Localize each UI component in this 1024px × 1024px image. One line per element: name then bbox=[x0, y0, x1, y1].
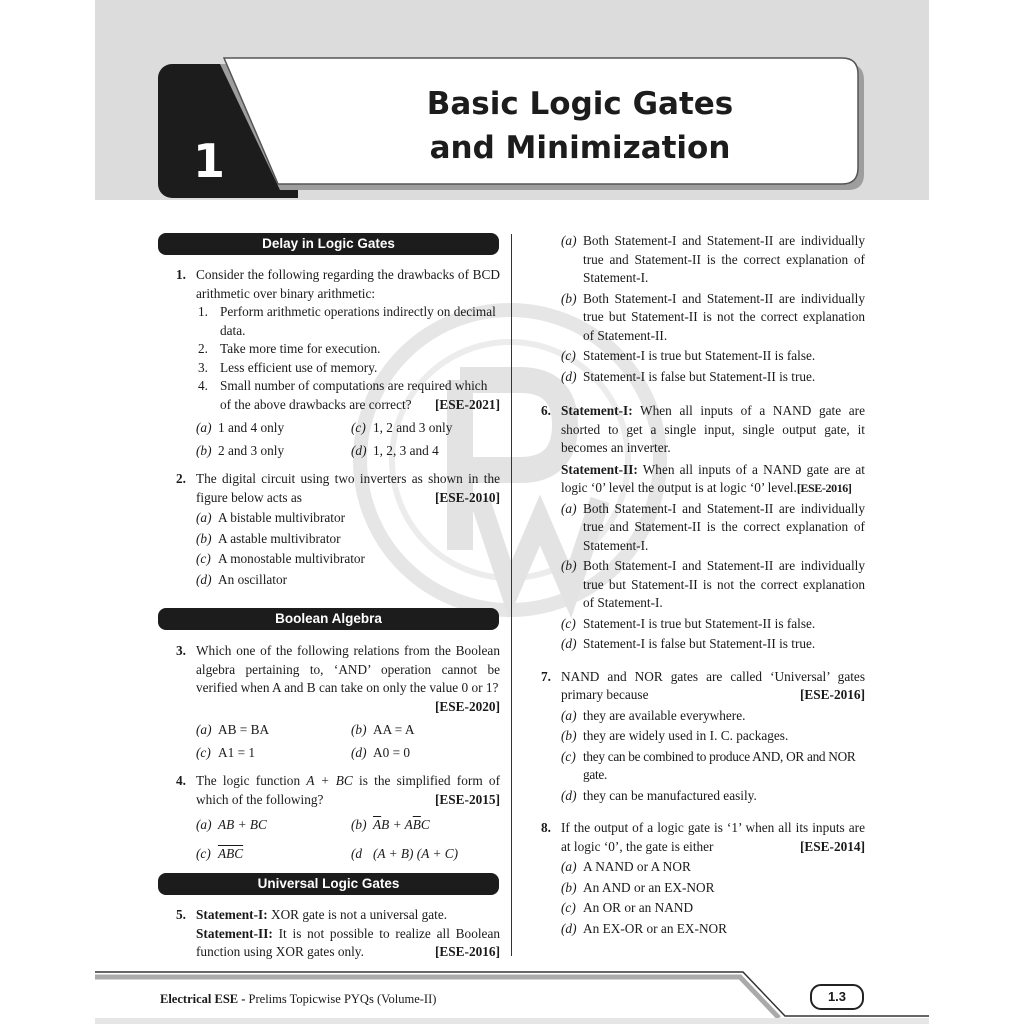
exam-tag: [ESE-2016] bbox=[434, 944, 500, 959]
question-text: Consider the following regarding the drawbacks of BCD arithmetic over binary arithmetic: bbox=[196, 267, 500, 301]
question-2 bbox=[176, 470, 500, 589]
chapter-title bbox=[380, 82, 780, 170]
option-text: AA = A bbox=[373, 722, 415, 737]
option-key: (c) bbox=[196, 744, 211, 760]
option-text: they are available everywhere. bbox=[583, 707, 746, 723]
option-key: (d) bbox=[561, 636, 577, 651]
footer-series: Electrical ESE - bbox=[160, 992, 249, 1006]
option-text: C bbox=[420, 817, 430, 832]
option-a bbox=[196, 419, 351, 438]
option-d bbox=[196, 571, 500, 590]
list-item bbox=[198, 359, 500, 378]
question-6 bbox=[541, 402, 865, 654]
option-key: (d) bbox=[561, 368, 577, 384]
footer-volume: Prelims Topicwise PYQs (Volume-II) bbox=[248, 992, 437, 1006]
statement-label: Statement-II: bbox=[196, 925, 273, 941]
exam-tag: [ESE-2020] bbox=[434, 698, 500, 714]
chapter-title-line1: Basic Logic Gates bbox=[426, 86, 734, 122]
option-a bbox=[561, 707, 865, 726]
left-column-block3 bbox=[176, 906, 500, 972]
question-text bbox=[561, 461, 865, 498]
option-text: B + A bbox=[381, 817, 413, 832]
option-key: (d) bbox=[561, 920, 577, 936]
list-item bbox=[198, 377, 500, 414]
option-text: A0 = 0 bbox=[373, 744, 411, 760]
exam-tag: [ESE-2014] bbox=[799, 838, 865, 854]
option-text: Statement-I is true but Statement-II is false. bbox=[583, 348, 816, 363]
option-b bbox=[196, 530, 500, 549]
question-body: is the simplified form of which of the following? bbox=[196, 773, 500, 807]
statement-label: Statement-II: bbox=[561, 461, 638, 477]
statement-label: Statement-I: bbox=[561, 403, 633, 418]
statement-text: It is not possible to realize all Boolean function using XOR gates only. bbox=[196, 925, 500, 959]
question-3 bbox=[176, 642, 500, 762]
page-margin-right bbox=[929, 0, 1024, 1024]
option-text: 1, 2, 3 and 4 bbox=[373, 442, 439, 458]
page-number: 1.3 bbox=[810, 984, 864, 1010]
option-d bbox=[561, 787, 865, 806]
exam-tag: [ESE-2016] bbox=[796, 481, 852, 495]
question-body: NAND and NOR gates are called ‘Universal’ gates primary because bbox=[561, 668, 865, 702]
options-grid bbox=[196, 814, 500, 863]
option-text: Both Statement-I and Statement-II are individually true but Statement-II is not the correct explanation of Statement-I. bbox=[583, 558, 865, 610]
section-header-boolean: Boolean Algebra bbox=[158, 608, 499, 630]
option-key: (c) bbox=[196, 845, 211, 861]
option-a bbox=[561, 500, 865, 556]
option-a bbox=[561, 858, 865, 877]
right-column bbox=[541, 230, 865, 948]
option-key: (a) bbox=[196, 510, 212, 525]
option-key: (d) bbox=[196, 571, 212, 587]
option-d bbox=[561, 920, 865, 939]
option-text: 1 and 4 only bbox=[218, 420, 285, 435]
question-number: 2. bbox=[176, 471, 186, 486]
question-text bbox=[561, 668, 865, 705]
question-number: 4. bbox=[176, 773, 186, 788]
option-text: A monostable multivibrator bbox=[218, 551, 365, 566]
option-text: Both Statement-I and Statement-II are individually true and Statement-II is the correct explanation of Statement-I. bbox=[583, 500, 865, 553]
option-key: (c) bbox=[561, 748, 576, 764]
question-number: 7. bbox=[541, 668, 551, 684]
list-item-text: Small number of computations are required which of the above drawbacks are correct? bbox=[220, 378, 488, 412]
option-key: (b) bbox=[561, 728, 577, 743]
option-text: A1 = 1 bbox=[218, 744, 256, 760]
bottom-strip bbox=[95, 1018, 929, 1024]
option-key: (b) bbox=[196, 442, 212, 458]
option-d bbox=[561, 635, 865, 654]
option-key: (a) bbox=[561, 233, 577, 248]
option-key: (a) bbox=[561, 500, 577, 516]
option-c bbox=[351, 419, 501, 438]
question-text bbox=[196, 772, 500, 809]
option-text: Statement-I is false but Statement-II is true. bbox=[583, 368, 816, 384]
list-item-text: Less efficient use of memory. bbox=[220, 359, 378, 375]
question-5 bbox=[176, 906, 500, 962]
option-text: (A + B) (A + C) bbox=[373, 845, 459, 861]
question-text bbox=[561, 402, 865, 458]
statement-text: XOR gate is not a universal gate. bbox=[267, 907, 448, 922]
option-text: Statement-I is true but Statement-II is false. bbox=[583, 615, 816, 631]
option-key: (a) bbox=[561, 707, 577, 723]
option-text: they can be combined to produce AND, OR and NOR gate. bbox=[583, 748, 856, 782]
option-key: (d bbox=[351, 845, 363, 861]
option-text: $\overline{B}$ bbox=[412, 817, 421, 832]
question-text bbox=[196, 470, 500, 507]
options-grid bbox=[196, 719, 500, 762]
question-8 bbox=[541, 819, 865, 938]
option-b bbox=[561, 879, 865, 898]
option-c bbox=[196, 744, 351, 763]
option-key: (c) bbox=[196, 551, 211, 566]
list-item-number: 3. bbox=[198, 359, 208, 375]
option-b bbox=[561, 290, 865, 346]
question-1 bbox=[176, 266, 500, 460]
option-c bbox=[196, 550, 500, 569]
exam-tag-row bbox=[196, 698, 500, 717]
section-header-delay: Delay in Logic Gates bbox=[158, 233, 499, 255]
option-key: (d) bbox=[351, 744, 367, 760]
option-text: An OR or an NAND bbox=[583, 900, 694, 915]
option-c bbox=[561, 347, 865, 366]
left-column-block1 bbox=[176, 266, 500, 599]
option-text: Statement-I is false but Statement-II is true. bbox=[583, 636, 816, 651]
option-text: AB = BA bbox=[218, 722, 270, 737]
option-b bbox=[351, 816, 501, 835]
question-number: 8. bbox=[541, 820, 551, 835]
option-text: AB + BC bbox=[218, 817, 267, 832]
option-a bbox=[196, 816, 351, 835]
question-number: 1. bbox=[176, 267, 186, 282]
option-text: A bistable multivibrator bbox=[218, 510, 346, 525]
list-item-text: Perform arithmetic operations indirectly on decimal data. bbox=[220, 304, 496, 338]
section-header-universal: Universal Logic Gates bbox=[158, 873, 499, 895]
option-key: (a) bbox=[196, 722, 212, 737]
option-c bbox=[196, 845, 351, 864]
option-key: (d) bbox=[351, 442, 367, 458]
question-5-options bbox=[541, 232, 865, 386]
footer-book-title bbox=[160, 992, 436, 1007]
option-key: (b) bbox=[351, 722, 367, 737]
exam-tag: [ESE-2016] bbox=[799, 687, 865, 702]
exam-tag: [ESE-2021] bbox=[434, 396, 500, 412]
options-grid bbox=[196, 417, 500, 460]
column-divider bbox=[511, 234, 512, 956]
option-b bbox=[196, 442, 351, 461]
option-d bbox=[561, 368, 865, 387]
option-key: (c) bbox=[561, 615, 576, 631]
option-c bbox=[561, 615, 865, 634]
option-text: they can be manufactured easily. bbox=[583, 787, 757, 803]
option-text: they are widely used in I. C. packages. bbox=[583, 728, 789, 743]
question-text: Which one of the following relations from the Boolean algebra pertaining to, ‘AND’ operation cannot be verified when A and B can take on only the value 0 or 1? bbox=[196, 643, 500, 695]
option-c bbox=[561, 899, 865, 918]
chapter-number: 1 bbox=[193, 134, 226, 188]
list-item bbox=[198, 340, 500, 359]
option-text: 2 and 3 only bbox=[218, 442, 285, 458]
question-number: 3. bbox=[176, 643, 186, 658]
option-text: 1, 2 and 3 only bbox=[373, 420, 453, 435]
statement-label: Statement-I: bbox=[196, 907, 268, 922]
option-a bbox=[196, 509, 500, 528]
list-item-number: 4. bbox=[198, 378, 208, 393]
exam-tag: [ESE-2010] bbox=[434, 489, 500, 505]
question-text bbox=[196, 906, 500, 962]
option-text: An EX-OR or an EX-NOR bbox=[583, 920, 728, 936]
statement-text: When all inputs of a NAND gate are shorted to get a single input, single output gate, it becomes an inverter. bbox=[561, 403, 865, 455]
option-key: (a) bbox=[561, 859, 577, 874]
question-4 bbox=[176, 772, 500, 863]
option-text: $\overline{A}$ bbox=[373, 817, 382, 832]
option-key: (b) bbox=[561, 879, 577, 895]
option-key: (b) bbox=[561, 558, 577, 573]
chapter-title-line2: and Minimization bbox=[429, 130, 731, 166]
option-d bbox=[351, 744, 501, 763]
question-number: 5. bbox=[176, 907, 186, 922]
option-d bbox=[351, 442, 501, 461]
option-b bbox=[561, 727, 865, 746]
option-text: A astable multivibrator bbox=[218, 530, 341, 546]
statement-text: When all inputs of a NAND gate are at logic ‘0’ level the output is at logic ‘0’ level. bbox=[561, 461, 865, 495]
option-b bbox=[351, 721, 501, 740]
option-text: A NAND or A NOR bbox=[583, 859, 691, 874]
exam-tag: [ESE-2015] bbox=[434, 791, 500, 807]
option-text: An oscillator bbox=[218, 571, 288, 587]
option-c bbox=[561, 748, 865, 785]
option-key: (a) bbox=[196, 420, 212, 435]
question-number: 6. bbox=[541, 403, 551, 418]
option-text: $\overline{ABC}$ bbox=[218, 845, 244, 861]
question-body: The digital circuit using two inverters as shown in the figure below acts as bbox=[196, 471, 500, 505]
list-item bbox=[198, 303, 500, 340]
question-body: If the output of a logic gate is ‘1’ when all its inputs are at logic ‘0’, the gate is either bbox=[561, 820, 865, 854]
option-key: (c) bbox=[351, 420, 366, 435]
question-7 bbox=[541, 668, 865, 806]
option-a bbox=[196, 721, 351, 740]
question-body: The logic function bbox=[196, 773, 307, 788]
option-key: (d) bbox=[561, 787, 577, 803]
option-d bbox=[351, 845, 501, 864]
logic-expression: A + BC bbox=[306, 773, 353, 788]
option-key: (b) bbox=[561, 290, 577, 306]
question-text bbox=[561, 819, 865, 856]
left-column-block2 bbox=[176, 642, 500, 873]
option-key: (c) bbox=[561, 348, 576, 363]
list-item-text: Take more time for execution. bbox=[220, 341, 381, 356]
option-key: (a) bbox=[196, 817, 212, 832]
option-key: (b) bbox=[351, 817, 367, 832]
option-text: An AND or an EX-NOR bbox=[583, 879, 715, 895]
option-key: (b) bbox=[196, 530, 212, 546]
list-item-number: 1. bbox=[198, 304, 208, 319]
page-margin-left bbox=[0, 0, 95, 1024]
option-text: Both Statement-I and Statement-II are individually true and Statement-II is the correct explanation of Statement-I. bbox=[583, 233, 865, 285]
option-text: Both Statement-I and Statement-II are individually true but Statement-II is not the correct explanation of Statement-II. bbox=[583, 290, 865, 343]
option-b bbox=[561, 557, 865, 613]
option-key: (c) bbox=[561, 900, 576, 915]
option-a bbox=[561, 232, 865, 288]
list-item-number: 2. bbox=[198, 341, 208, 356]
